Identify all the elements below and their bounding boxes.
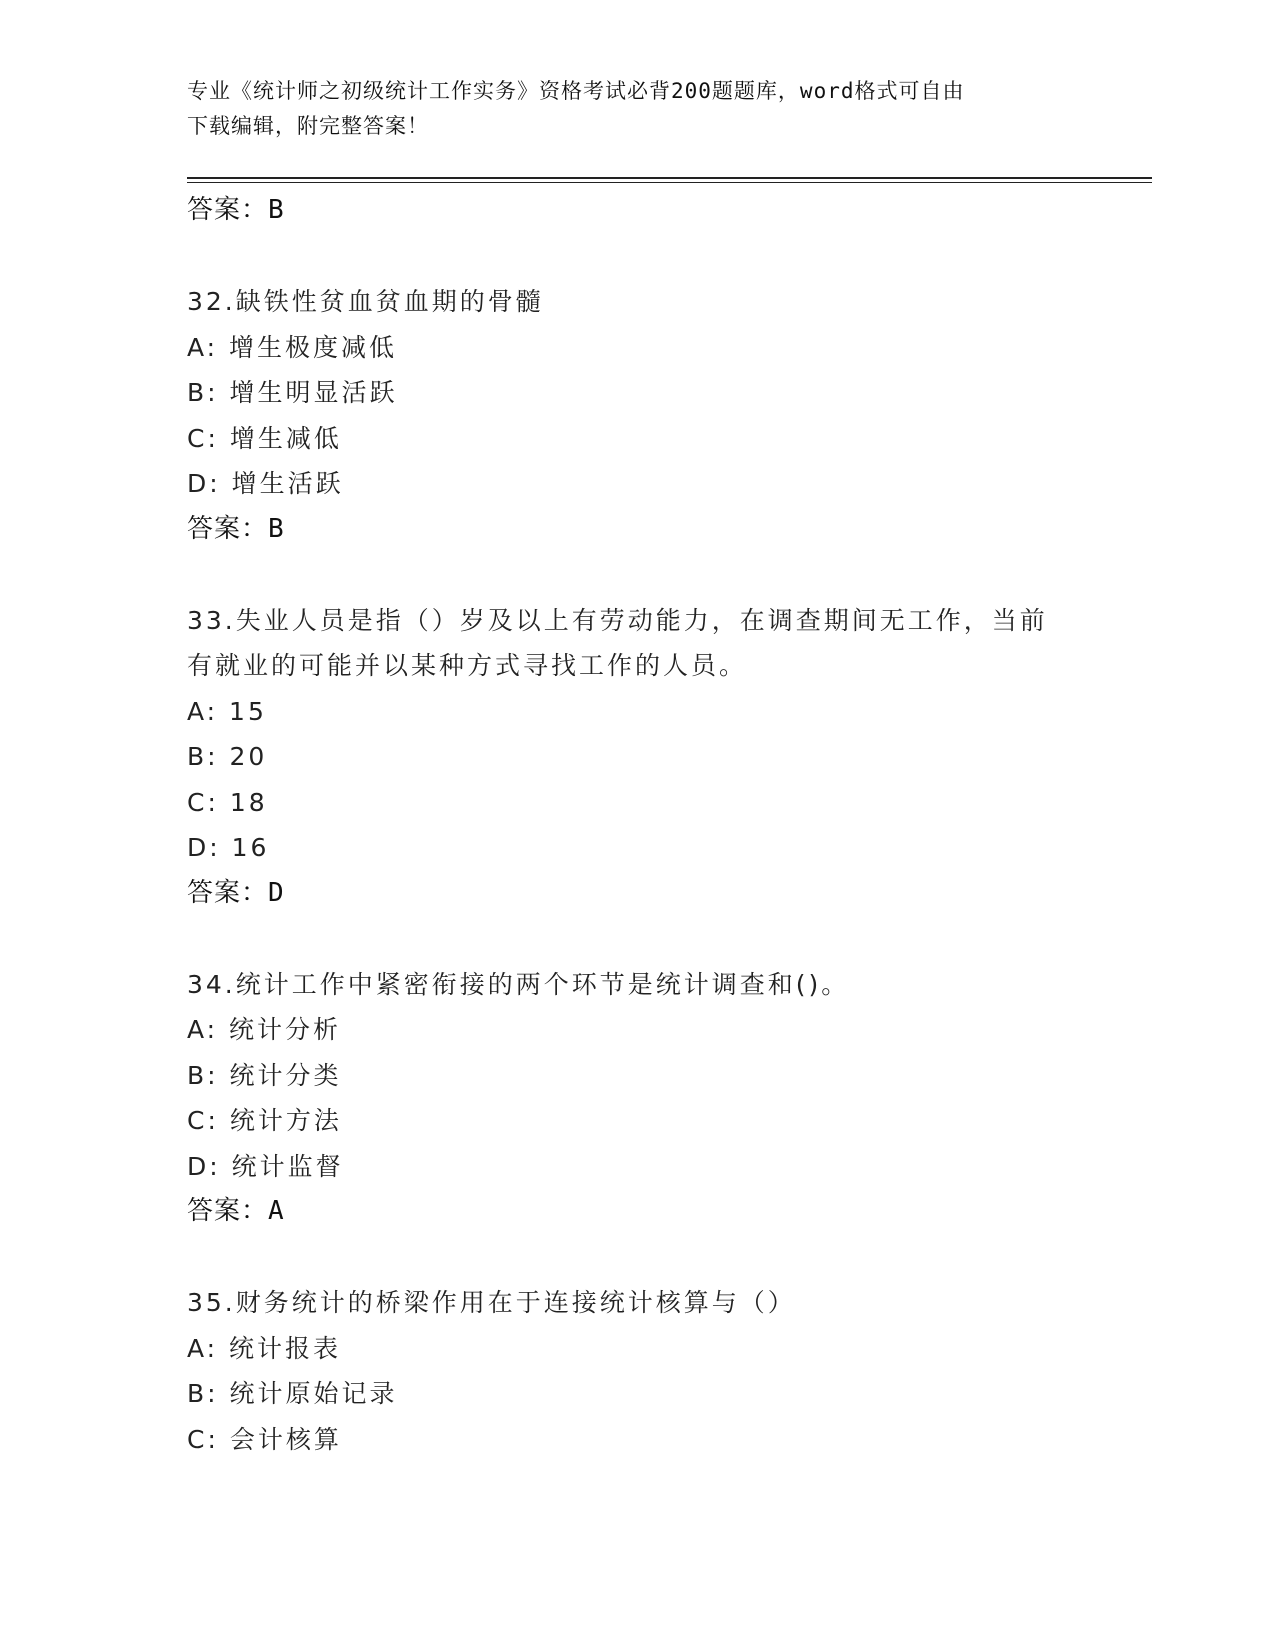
- option-b: B: 增生明显活跃: [187, 378, 398, 407]
- option-c: C: 会计核算: [187, 1424, 342, 1454]
- spacer: [187, 552, 1087, 598]
- option-c: C: 增生减低: [187, 423, 342, 453]
- header-divider-thin: [187, 182, 1152, 183]
- question-block-32: [187, 279, 1087, 552]
- question-title: 35.财务统计的桥梁作用在于连接统计核算与（）: [187, 1288, 796, 1317]
- option-c: C: 统计方法: [187, 1106, 342, 1135]
- option-d: D: 统计监督: [187, 1151, 344, 1181]
- header-line-2: 下载编辑，附完整答案！: [187, 114, 429, 138]
- option-c: C: 18: [187, 787, 268, 817]
- header-line-1: 专业《统计师之初级统计工作实务》资格考试必背200题题库，word格式可自由: [187, 79, 965, 103]
- question-block-33: [187, 598, 1087, 917]
- option-b: B: 统计原始记录: [187, 1379, 398, 1408]
- question-block-35: [187, 1280, 1087, 1462]
- option-a: A: 增生极度减低: [187, 332, 398, 362]
- question-title: 34.统计工作中紧密衔接的两个环节是统计调查和()。: [187, 969, 850, 999]
- option-a: A: 统计报表: [187, 1333, 342, 1363]
- spacer: [187, 916, 1087, 962]
- answer-label: 答案：A: [187, 1196, 285, 1226]
- question-title-line-2: 有就业的可能并以某种方式寻找工作的人员。: [187, 651, 748, 680]
- option-d: D: 16: [187, 833, 270, 862]
- option-a: A: 统计分析: [187, 1015, 342, 1044]
- question-title-line-1: 33.失业人员是指（）岁及以上有劳动能力，在调查期间无工作，当前: [187, 605, 1048, 635]
- answer-label: 答案：B: [187, 513, 285, 544]
- answer-label: 答案：D: [187, 877, 285, 908]
- option-d: D: 增生活跃: [187, 469, 344, 498]
- previous-answer: 答案：B: [187, 195, 285, 225]
- header-divider-thick: [187, 177, 1152, 179]
- option-b: B: 统计分类: [187, 1060, 342, 1090]
- question-block-34: [187, 962, 1087, 1235]
- spacer: [187, 234, 1087, 280]
- option-a: A: 15: [187, 696, 267, 726]
- spacer: [187, 1235, 1087, 1281]
- question-title: 32.缺铁性贫血贫血期的骨髓: [187, 287, 544, 316]
- document-header: [187, 74, 1087, 144]
- option-b: B: 20: [187, 742, 268, 771]
- question-content: [187, 188, 1087, 1462]
